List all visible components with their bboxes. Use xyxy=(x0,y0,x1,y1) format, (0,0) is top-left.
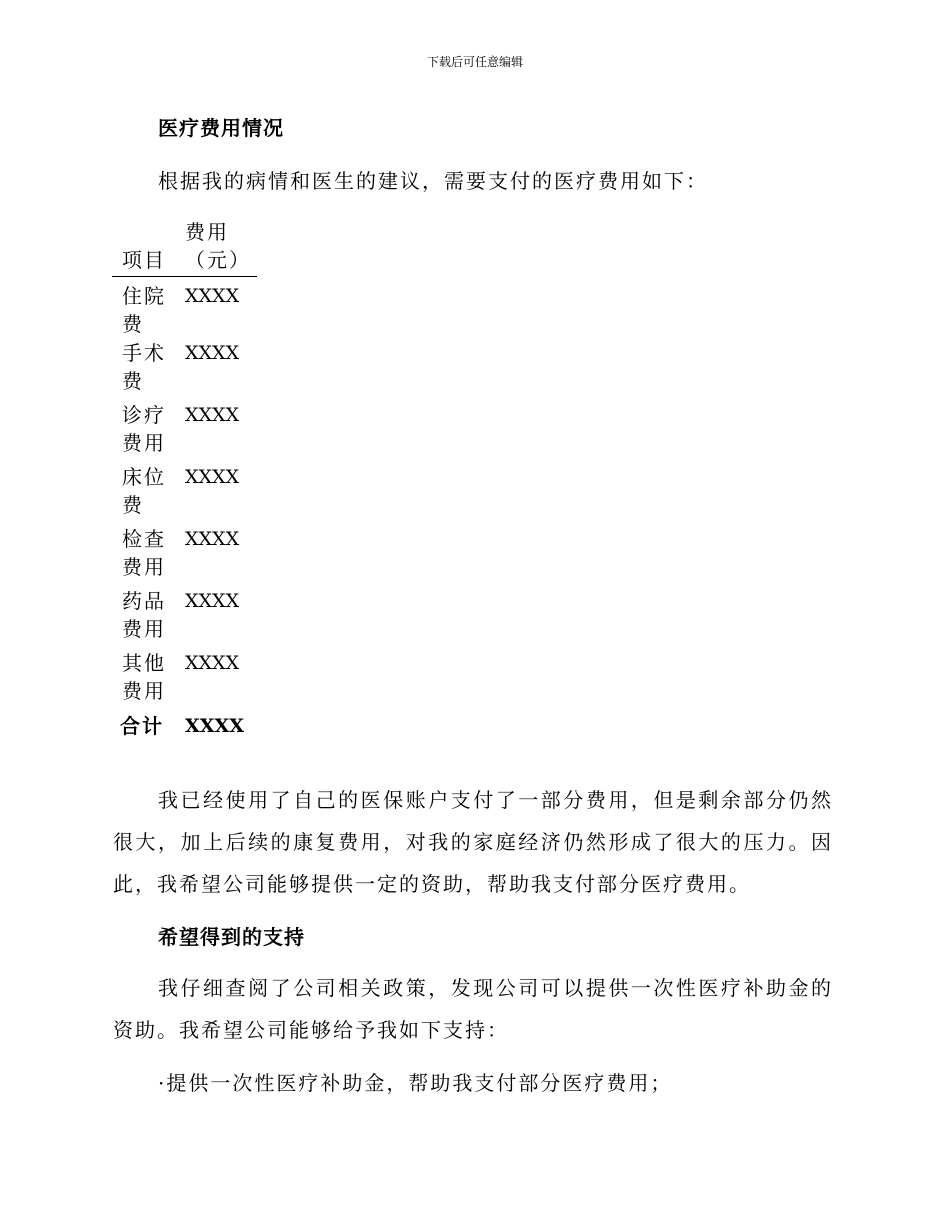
header-cost: 费用（元） xyxy=(185,220,251,272)
row-item: 住院费 xyxy=(122,284,166,336)
row-cost: XXXX xyxy=(185,528,240,550)
table-row xyxy=(112,525,257,587)
row-cost: XXXX xyxy=(185,342,240,364)
table-row xyxy=(112,587,257,649)
financial-pressure-paragraph: 我已经使用了自己的医保账户支付了一部分费用，但是剩余部分仍然很大，加上后续的康复费用，对我的家庭经济仍然形成了很大的压力。因此，我希望公司能够提供一定的资助，帮助我支付部分医疗费用。 xyxy=(113,788,833,896)
section-heading-support: 希望得到的支持 xyxy=(158,925,305,949)
header-item: 项目 xyxy=(122,248,166,272)
table-row xyxy=(112,401,257,463)
row-cost: XXXX xyxy=(185,404,240,426)
section-heading-medical-costs: 医疗费用情况 xyxy=(158,116,284,140)
row-item: 药品费用 xyxy=(122,589,166,641)
row-item: 手术费 xyxy=(122,341,166,393)
medical-cost-table xyxy=(112,218,257,740)
row-item: 其他费用 xyxy=(122,651,166,703)
row-item: 检查费用 xyxy=(122,527,166,579)
table-total-row xyxy=(112,711,257,740)
row-cost: XXXX xyxy=(185,652,240,674)
row-cost: XXXX xyxy=(185,466,240,488)
table-row xyxy=(112,649,257,711)
table-row xyxy=(112,277,257,340)
row-item: 诊疗费用 xyxy=(122,403,166,455)
bullet-item: ·提供一次性医疗补助金，帮助我支付部分医疗费用； xyxy=(158,1071,673,1095)
table-row xyxy=(112,463,257,525)
row-cost: XXXX xyxy=(185,590,240,612)
table-row xyxy=(112,339,257,401)
policy-paragraph: 我仔细查阅了公司相关政策，发现公司可以提供一次性医疗补助金的资助。我希望公司能够给予我如下支持： xyxy=(113,976,833,1042)
row-cost: XXXX xyxy=(185,285,240,307)
total-label: 合计 xyxy=(120,714,164,738)
table-header-row xyxy=(112,218,257,277)
row-item: 床位费 xyxy=(122,465,166,517)
total-value: XXXX xyxy=(185,715,244,737)
page-header-note: 下载后可任意编辑 xyxy=(426,55,523,69)
intro-paragraph: 根据我的病情和医生的建议，需要支付的医疗费用如下： xyxy=(158,169,708,193)
